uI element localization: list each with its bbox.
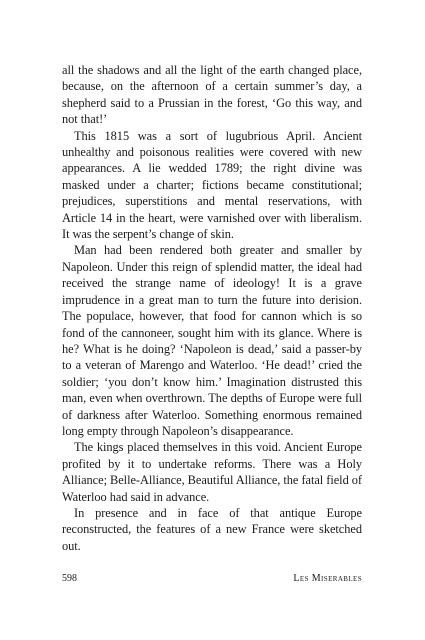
page-number: 598 [62,573,77,584]
running-title: Les Miserables [293,573,362,584]
paragraph-1: all the shadows and all the light of the earth changed place, because, on the afternoon of a certain summer’s day, a shepherd said to a Prussian in the forest, ‘Go this way, and not that!’ [62,63,362,127]
paragraph-3: Man had been rendered both greater and smaller by Napoleon. Under this reign of splendid matter, the ideal had received the strange name of ideology! It is a grave imprudence in a great man to turn the future into derision. The populace, however, that food for cannon which is so fond of the cannoneer, sought him with its glance. Where is he? What is he doing? ‘Napoleon is dead,’ said a passer-by to a veteran of Marengo and Waterloo. ‘He dead!’ cried the soldier; ‘you don’t know him.’ Imagination distrusted this man, even when overthrown. The depths of Europe were full of darkness after Waterloo. Something enormous remained long empty through Napoleon’s disappearance. [62,243,362,438]
page-footer [62,573,362,587]
paragraph-4: The kings placed themselves in this void. Ancient Europe profited by it to undertake reforms. There was a Holy Alliance; Belle-Alliance, Beautiful Alliance, the fatal field of Waterloo had said in advance. [62,440,362,504]
paragraph-5: In presence and in face of that antique Europe reconstructed, the features of a new France were sketched out. [62,505,362,553]
page-body [62,62,362,554]
paragraph-2: This 1815 was a sort of lugubrious April. Ancient unhealthy and poisonous realities were covered with new appearances. A lie wedded 1789; the right divine was masked under a charter; fictions became constitutional; prejudices, superstitions and mental reservations, with Article 14 in the heart, were varnished over with liberalism. It was the serpent’s change of skin. [62,128,362,242]
